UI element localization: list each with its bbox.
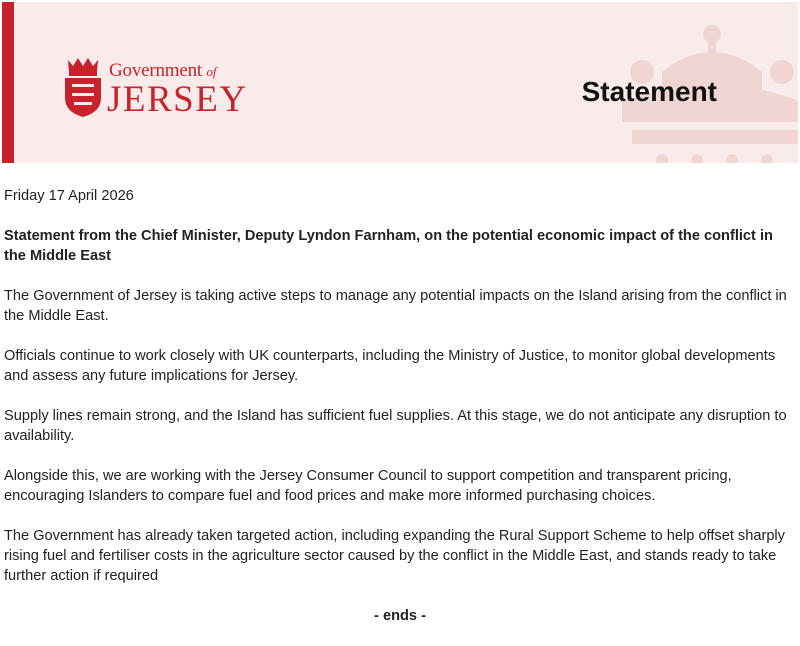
logo-government-text: Government of bbox=[109, 60, 217, 81]
paragraph-4: Alongside this, we are working with the Jersey Consumer Council to support competition and transparent pricing, encouraging Islanders to compare fuel and food prices and make more informed purchasing choices. bbox=[4, 468, 732, 504]
government-of-jersey-logo[interactable] bbox=[60, 54, 248, 120]
jersey-crest-icon bbox=[60, 54, 106, 118]
statement-label: Statement bbox=[581, 76, 717, 107]
statement-date: Friday 17 April 2026 bbox=[4, 188, 134, 204]
paragraph-2: Officials continue to work closely with UK counterparts, including the Ministry of Justice, to monitor global developments and assess any future implications for Jersey. bbox=[4, 348, 776, 384]
header-banner bbox=[2, 2, 798, 163]
statement-headline: Statement from the Chief Minister, Deputy Lyndon Farnham, on the potential economic impact of the conflict in the Middle East bbox=[4, 228, 773, 264]
logo-jersey-text: JERSEY bbox=[107, 79, 248, 120]
statement-body bbox=[4, 186, 796, 646]
paragraph-1: The Government of Jersey is taking active steps to manage any potential impacts on the Island arising from the conflict in the Middle East. bbox=[4, 288, 787, 324]
paragraph-5: The Government has already taken targeted action, including expanding the Rural Support Scheme to help offset sharply rising fuel and fertiliser costs in the agriculture sector caused by the conflict in the Middle East, and stands ready to take further action if required bbox=[4, 528, 785, 584]
banner-accent-stripe bbox=[2, 2, 14, 163]
paragraph-3: Supply lines remain strong, and the Island has sufficient fuel supplies. At this stage, we do not anticipate any disruption to availability. bbox=[4, 408, 787, 444]
ends-marker: - ends - bbox=[374, 608, 426, 624]
